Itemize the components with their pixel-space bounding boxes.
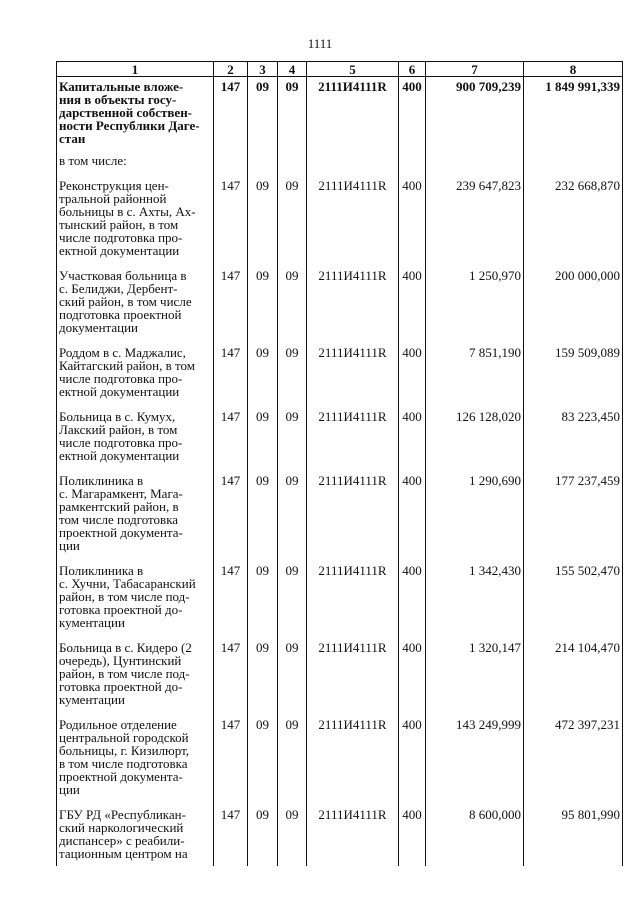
row-name-cell: Родильное отделение центральной городской больницы, г. Кизилюрт, в том числе подготовка проектной документа- ции bbox=[57, 706, 214, 796]
row-section-cell: 09 bbox=[248, 462, 278, 552]
row-target-code-cell: 2111И4111R bbox=[307, 796, 399, 866]
table-row bbox=[57, 257, 623, 334]
table-row bbox=[57, 552, 623, 629]
row-target-code-cell: 2111И4111R bbox=[307, 462, 399, 552]
table-row bbox=[57, 706, 623, 796]
row-expense-type-cell: 400 bbox=[399, 796, 426, 866]
row-section-cell: 09 bbox=[248, 706, 278, 796]
row-amount-col8-cell bbox=[524, 145, 623, 167]
page-number: 1111 bbox=[307, 36, 333, 51]
table-row bbox=[57, 145, 623, 167]
row-subsection-cell: 09 bbox=[278, 167, 307, 257]
row-section-cell: 09 bbox=[248, 167, 278, 257]
table-row bbox=[57, 629, 623, 706]
row-amount-col8-cell: 155 502,470 bbox=[524, 552, 623, 629]
row-code-cell: 147 bbox=[214, 796, 248, 866]
row-subsection-cell: 09 bbox=[278, 796, 307, 866]
row-expense-type-cell bbox=[399, 145, 426, 167]
row-amount-col8-cell: 177 237,459 bbox=[524, 462, 623, 552]
row-amount-col7-cell: 1 342,430 bbox=[426, 552, 524, 629]
column-header: 2 bbox=[214, 62, 248, 77]
row-name-cell: Поликлиника в с. Хучни, Табасаранский район, в том числе под- готовка проектной до- кументации bbox=[57, 552, 214, 629]
row-amount-col7-cell: 8 600,000 bbox=[426, 796, 524, 866]
row-amount-col7-cell: 7 851,190 bbox=[426, 334, 524, 398]
row-subsection-cell: 09 bbox=[278, 257, 307, 334]
row-name-cell: Поликлиника в с. Магарамкент, Мага- рамкентский район, в том числе подготовка проектной документа- ции bbox=[57, 462, 214, 552]
row-section-cell: 09 bbox=[248, 334, 278, 398]
row-expense-type-cell: 400 bbox=[399, 398, 426, 462]
row-name-cell: Реконструкция цен- тральной районной больницы в с. Ахты, Ах- тынский район, в том числе подготовка про- ектной документации bbox=[57, 167, 214, 257]
row-amount-col8-cell: 159 509,089 bbox=[524, 334, 623, 398]
column-header: 8 bbox=[524, 62, 623, 77]
row-expense-type-cell: 400 bbox=[399, 334, 426, 398]
row-expense-type-cell: 400 bbox=[399, 462, 426, 552]
row-subsection-cell: 09 bbox=[278, 552, 307, 629]
row-amount-col8-cell: 95 801,990 bbox=[524, 796, 623, 866]
row-amount-col8-cell: 214 104,470 bbox=[524, 629, 623, 706]
table-row bbox=[57, 77, 623, 146]
row-name-cell: Роддом в с. Маджалис, Кайтагский район, в том числе подготовка про- ектной документации bbox=[57, 334, 214, 398]
row-section-cell: 09 bbox=[248, 552, 278, 629]
row-code-cell: 147 bbox=[214, 77, 248, 146]
row-section-cell bbox=[248, 145, 278, 167]
row-amount-col8-cell: 83 223,450 bbox=[524, 398, 623, 462]
row-code-cell bbox=[214, 145, 248, 167]
row-subsection-cell: 09 bbox=[278, 77, 307, 146]
row-name-cell: Участковая больница в с. Белиджи, Дербент- ский район, в том числе подготовка проектной документации bbox=[57, 257, 214, 334]
column-header: 7 bbox=[426, 62, 524, 77]
row-amount-col7-cell: 143 249,999 bbox=[426, 706, 524, 796]
row-section-cell: 09 bbox=[248, 629, 278, 706]
row-expense-type-cell: 400 bbox=[399, 706, 426, 796]
header-row bbox=[57, 62, 623, 77]
row-amount-col7-cell: 1 290,690 bbox=[426, 462, 524, 552]
row-target-code-cell: 2111И4111R bbox=[307, 552, 399, 629]
row-target-code-cell: 2111И4111R bbox=[307, 334, 399, 398]
row-expense-type-cell: 400 bbox=[399, 629, 426, 706]
row-target-code-cell: 2111И4111R bbox=[307, 167, 399, 257]
row-subsection-cell: 09 bbox=[278, 629, 307, 706]
row-subsection-cell: 09 bbox=[278, 706, 307, 796]
row-code-cell: 147 bbox=[214, 629, 248, 706]
row-code-cell: 147 bbox=[214, 257, 248, 334]
row-target-code-cell: 2111И4111R bbox=[307, 629, 399, 706]
table-row bbox=[57, 462, 623, 552]
row-subsection-cell: 09 bbox=[278, 398, 307, 462]
row-section-cell: 09 bbox=[248, 398, 278, 462]
row-section-cell: 09 bbox=[248, 77, 278, 146]
row-subsection-cell bbox=[278, 145, 307, 167]
row-name-cell: Больница в с. Кидеро (2 очередь), Цунтинский район, в том числе под- готовка проектной до- кументации bbox=[57, 629, 214, 706]
row-expense-type-cell: 400 bbox=[399, 167, 426, 257]
column-header: 1 bbox=[57, 62, 214, 77]
row-target-code-cell: 2111И4111R bbox=[307, 257, 399, 334]
row-section-cell: 09 bbox=[248, 796, 278, 866]
row-section-cell: 09 bbox=[248, 257, 278, 334]
table-row bbox=[57, 334, 623, 398]
row-code-cell: 147 bbox=[214, 398, 248, 462]
column-header: 4 bbox=[278, 62, 307, 77]
row-code-cell: 147 bbox=[214, 706, 248, 796]
table-row bbox=[57, 167, 623, 257]
row-code-cell: 147 bbox=[214, 167, 248, 257]
row-expense-type-cell: 400 bbox=[399, 77, 426, 146]
row-amount-col8-cell: 472 397,231 bbox=[524, 706, 623, 796]
budget-table bbox=[56, 61, 623, 866]
table-row bbox=[57, 796, 623, 866]
row-amount-col7-cell: 900 709,239 bbox=[426, 77, 524, 146]
column-header: 6 bbox=[399, 62, 426, 77]
row-amount-col7-cell: 1 320,147 bbox=[426, 629, 524, 706]
row-name-cell: ГБУ РД «Республикан- ский наркологический диспансер» с реабили- тационным центром на bbox=[57, 796, 214, 866]
row-target-code-cell: 2111И4111R bbox=[307, 706, 399, 796]
row-code-cell: 147 bbox=[214, 552, 248, 629]
row-amount-col8-cell: 200 000,000 bbox=[524, 257, 623, 334]
column-header: 3 bbox=[248, 62, 278, 77]
column-header: 5 bbox=[307, 62, 399, 77]
row-target-code-cell bbox=[307, 145, 399, 167]
row-amount-col7-cell: 126 128,020 bbox=[426, 398, 524, 462]
row-code-cell: 147 bbox=[214, 462, 248, 552]
row-amount-col7-cell: 239 647,823 bbox=[426, 167, 524, 257]
row-name-cell: Больница в с. Кумух, Лакский район, в том числе подготовка про- ектной документации bbox=[57, 398, 214, 462]
row-subsection-cell: 09 bbox=[278, 334, 307, 398]
row-expense-type-cell: 400 bbox=[399, 552, 426, 629]
row-amount-col7-cell bbox=[426, 145, 524, 167]
row-name-cell: Капитальные вложе- ния в объекты госу- дарственной собствен- ности Республики Даге- стан bbox=[57, 77, 214, 146]
row-amount-col7-cell: 1 250,970 bbox=[426, 257, 524, 334]
row-amount-col8-cell: 232 668,870 bbox=[524, 167, 623, 257]
row-subsection-cell: 09 bbox=[278, 462, 307, 552]
row-code-cell: 147 bbox=[214, 334, 248, 398]
row-expense-type-cell: 400 bbox=[399, 257, 426, 334]
table-body bbox=[57, 77, 623, 867]
row-amount-col8-cell: 1 849 991,339 bbox=[524, 77, 623, 146]
row-name-cell: в том числе: bbox=[57, 145, 214, 167]
row-target-code-cell: 2111И4111R bbox=[307, 77, 399, 146]
table-row bbox=[57, 398, 623, 462]
row-target-code-cell: 2111И4111R bbox=[307, 398, 399, 462]
